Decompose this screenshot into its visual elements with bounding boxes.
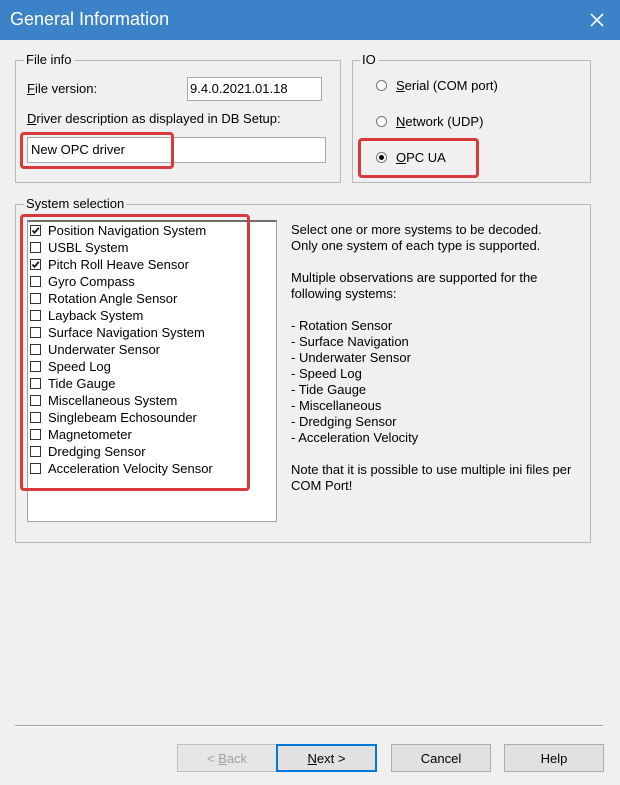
system-item-checkbox[interactable] [30, 378, 41, 389]
system-item-checkbox[interactable] [30, 293, 41, 304]
system-item-label: Tide Gauge [48, 376, 116, 391]
system-item[interactable] [30, 392, 177, 409]
cancel-button[interactable]: Cancel [391, 744, 491, 772]
info-line: following systems: [291, 286, 397, 301]
info-line: Multiple observations are supported for the [291, 270, 538, 285]
system-item-checkbox[interactable] [30, 259, 41, 270]
system-item-label: Rotation Angle Sensor [48, 291, 178, 306]
system-item-checkbox[interactable] [30, 344, 41, 355]
info-line: - Underwater Sensor [291, 350, 411, 365]
info-line [291, 254, 591, 270]
info-line: - Acceleration Velocity [291, 430, 419, 445]
radio-network-button[interactable] [376, 116, 387, 127]
radio-opc-ua-button[interactable] [376, 152, 387, 163]
system-item[interactable] [30, 256, 189, 273]
driver-description-field[interactable]: New OPC driver [27, 137, 326, 163]
back-button[interactable] [177, 744, 277, 772]
system-item[interactable] [30, 375, 115, 392]
radio-opc-ua-label[interactable]: OPC UA [396, 150, 446, 165]
system-item[interactable] [30, 290, 177, 307]
info-line: Note that it is possible to use multiple ini files per [291, 462, 572, 477]
info-line: Select one or more systems to be decoded. [291, 222, 542, 237]
system-item[interactable] [30, 239, 128, 256]
check-icon [31, 260, 40, 269]
io-legend: IO [362, 52, 376, 67]
driver-description-label: Driver description as displayed in DB Setup: [27, 111, 281, 126]
system-item-label: Layback System [48, 308, 144, 323]
check-icon [31, 226, 40, 235]
system-info-text [291, 222, 591, 494]
info-line [291, 446, 591, 462]
file-info-legend: File info [26, 52, 72, 67]
system-item-label: Underwater Sensor [48, 342, 160, 357]
info-line: Only one system of each type is supported. [291, 238, 541, 253]
system-selection-legend: System selection [26, 196, 125, 211]
radio-serial-button[interactable] [376, 80, 387, 91]
system-item[interactable] [30, 222, 206, 239]
system-item[interactable] [30, 358, 111, 375]
file-version-field[interactable]: 9.4.0.2021.01.18 [187, 77, 322, 101]
next-button-label: Next > [307, 750, 346, 766]
info-line: - Tide Gauge [291, 382, 367, 397]
system-item-checkbox[interactable] [30, 395, 41, 406]
system-item-label: Singlebeam Echosounder [48, 410, 197, 425]
system-item-checkbox[interactable] [30, 463, 41, 474]
radio-network-label[interactable]: Network (UDP) [396, 114, 484, 129]
next-button[interactable] [276, 744, 377, 772]
info-line: - Miscellaneous [291, 398, 382, 413]
help-button[interactable]: Help [504, 744, 604, 772]
close-icon [590, 13, 604, 27]
system-item-label: Acceleration Velocity Sensor [48, 461, 213, 476]
system-item[interactable] [30, 273, 135, 290]
info-line: COM Port! [291, 478, 353, 493]
system-item-checkbox[interactable] [30, 327, 41, 338]
system-item[interactable] [30, 341, 160, 358]
info-line: - Speed Log [291, 366, 362, 381]
file-version-label: File version: [27, 81, 98, 96]
info-line: - Dredging Sensor [291, 414, 397, 429]
system-item-label: USBL System [48, 240, 129, 255]
title-bar [0, 0, 620, 40]
system-item[interactable] [30, 460, 213, 477]
system-item-checkbox[interactable] [30, 446, 41, 457]
system-item-checkbox[interactable] [30, 412, 41, 423]
system-item-label: Speed Log [48, 359, 111, 374]
system-item-checkbox[interactable] [30, 242, 41, 253]
system-item[interactable] [30, 324, 205, 341]
info-line [291, 302, 591, 318]
system-item-label: Dredging Sensor [48, 444, 146, 459]
system-item[interactable] [30, 443, 146, 460]
info-line: - Rotation Sensor [291, 318, 393, 333]
window-title: General Information [10, 9, 170, 29]
back-button-label: < Back [206, 750, 248, 766]
system-item[interactable] [30, 426, 132, 443]
system-item-label: Magnetometer [48, 427, 132, 442]
system-item-checkbox[interactable] [30, 310, 41, 321]
system-item-label: Position Navigation System [48, 223, 207, 238]
system-item-checkbox[interactable] [30, 225, 41, 236]
system-item-checkbox[interactable] [30, 276, 41, 287]
system-item-checkbox[interactable] [30, 361, 41, 372]
system-item-label: Gyro Compass [48, 274, 135, 289]
system-item-label: Surface Navigation System [48, 325, 205, 340]
system-item-checkbox[interactable] [30, 429, 41, 440]
radio-serial-label[interactable]: Serial (COM port) [396, 78, 498, 93]
system-item[interactable] [30, 409, 197, 426]
system-item[interactable] [30, 307, 143, 324]
footer-separator [15, 725, 603, 727]
system-item-label: Miscellaneous System [48, 393, 178, 408]
info-line: - Surface Navigation [291, 334, 409, 349]
close-button[interactable] [574, 0, 620, 40]
system-item-label: Pitch Roll Heave Sensor [48, 257, 189, 272]
